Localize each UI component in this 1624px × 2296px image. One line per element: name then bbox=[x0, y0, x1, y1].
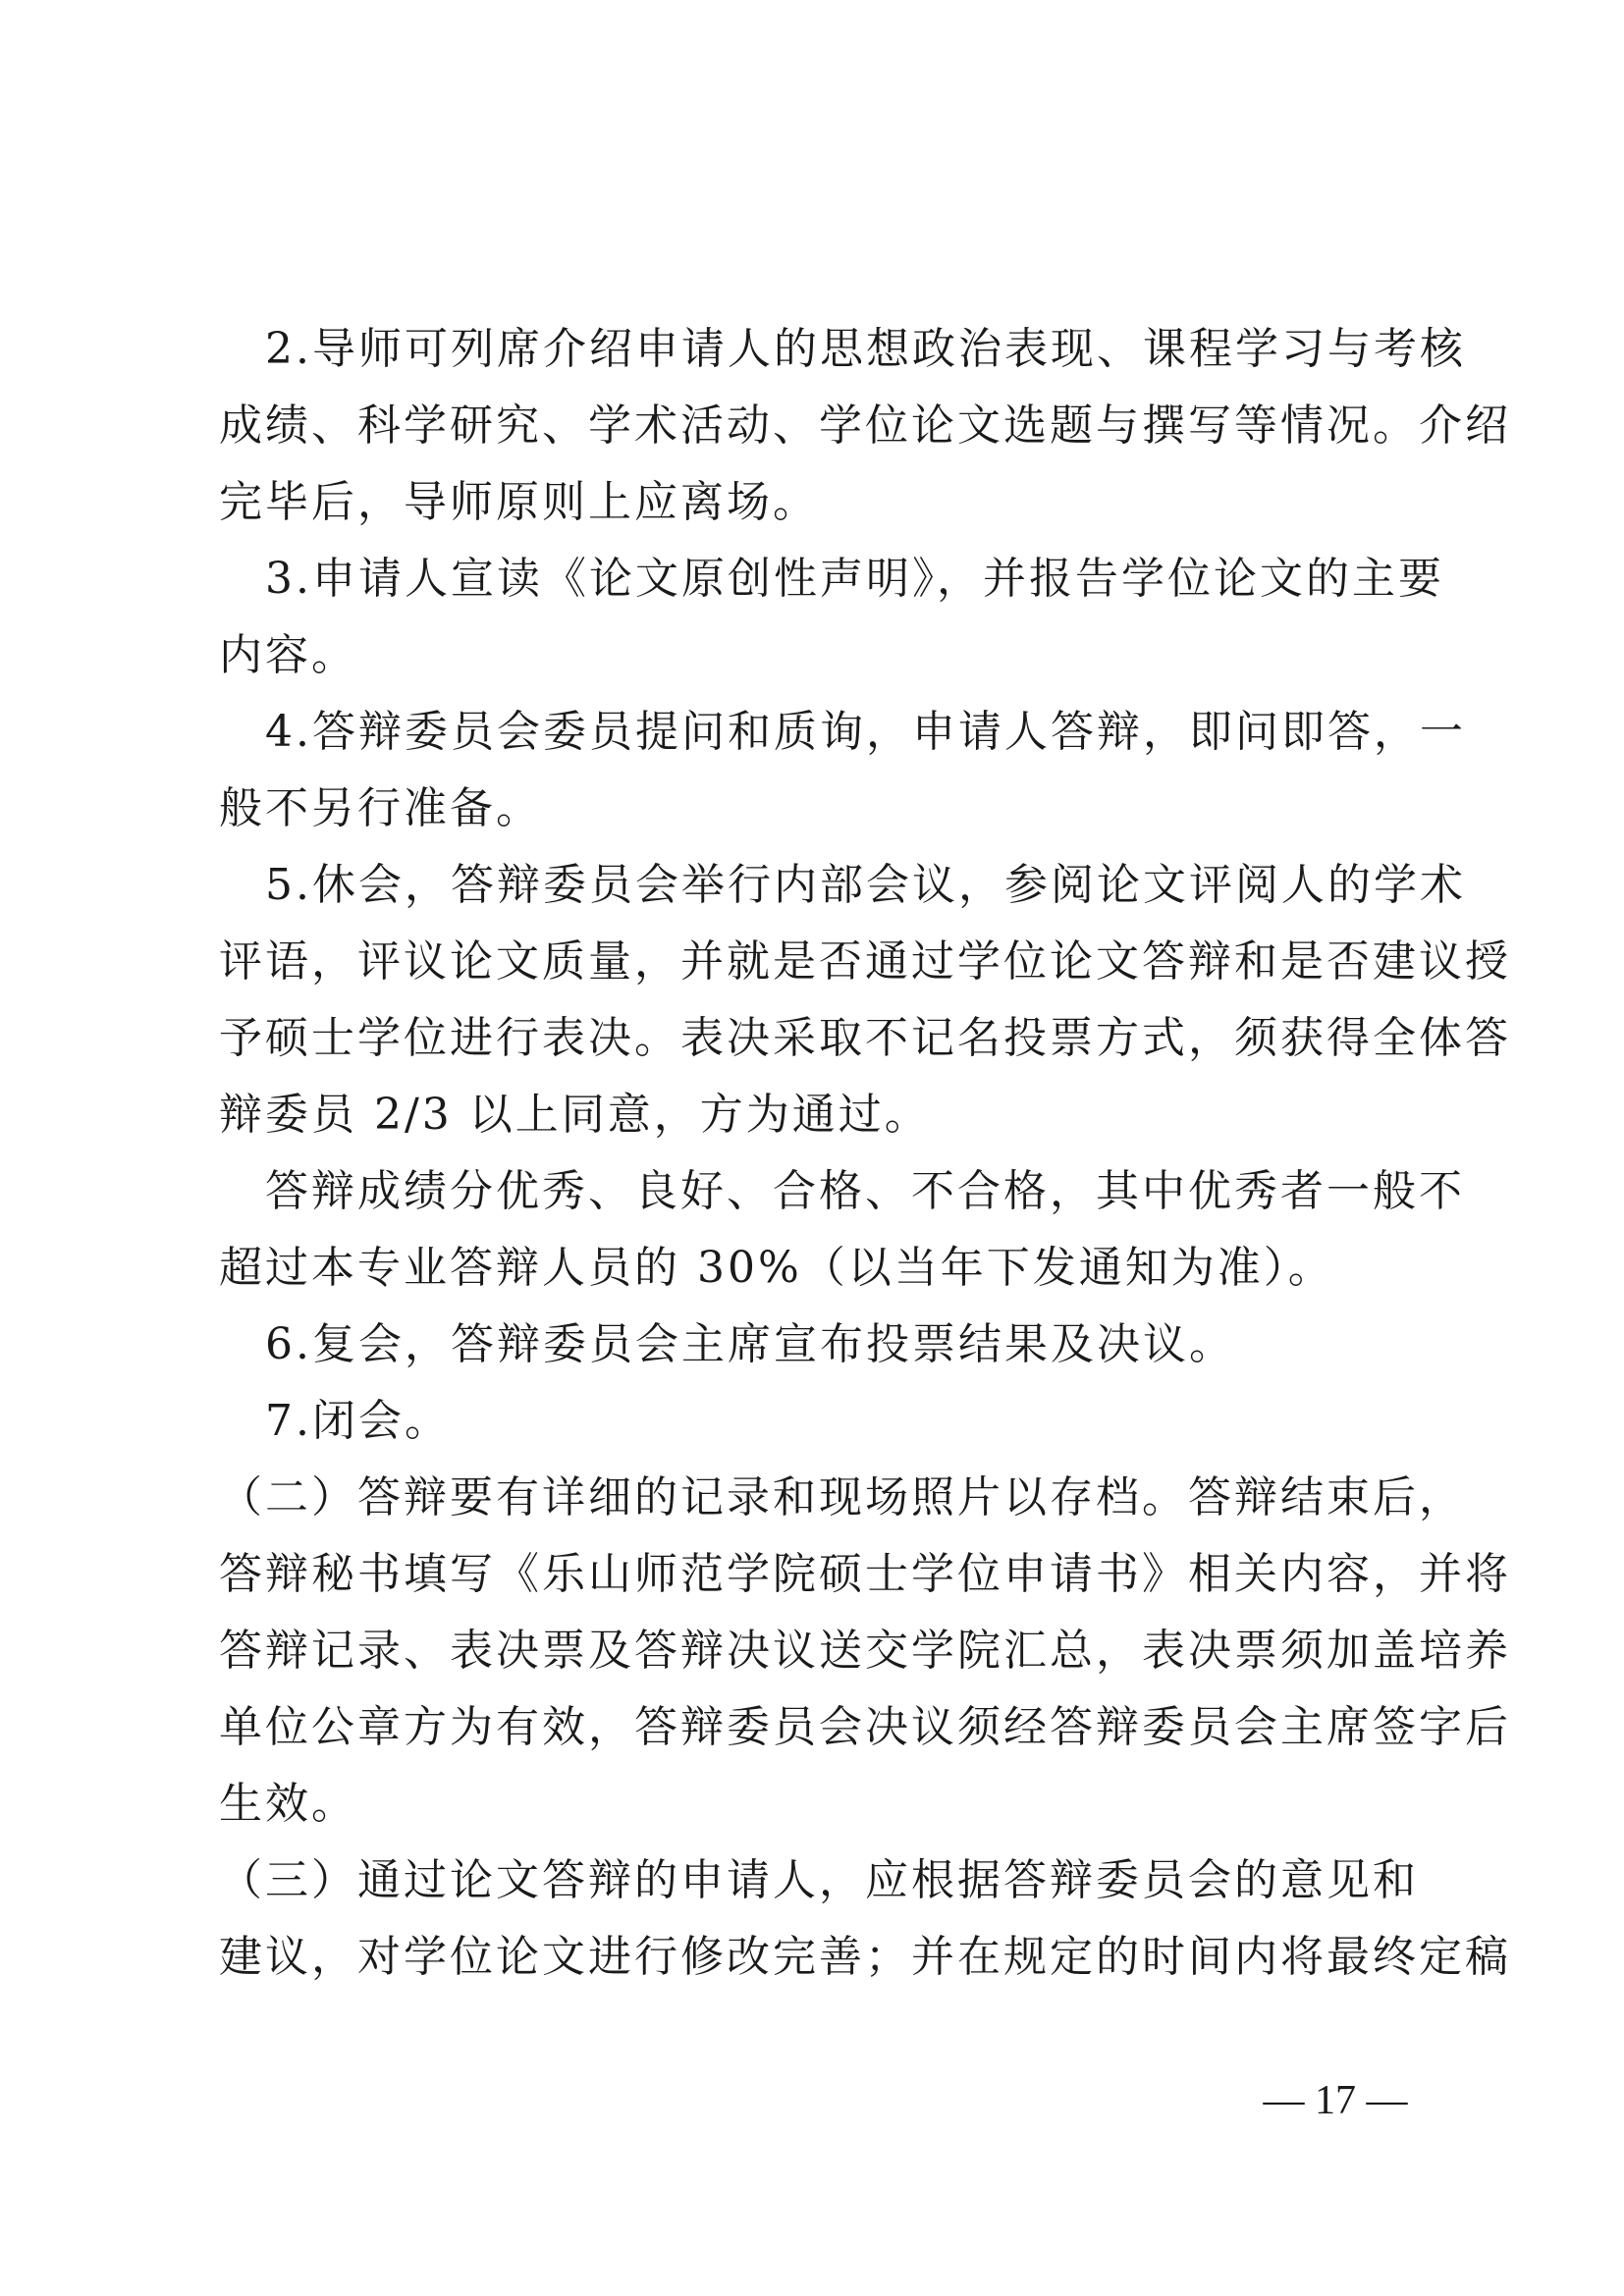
text-line: 完毕后，导师原则上应离场。 bbox=[219, 477, 819, 527]
text-line: 3.申请人宣读《论文原创性声明》，并报告学位论文的主要 bbox=[219, 554, 1444, 604]
text-line: 4.答辩委员会委员提问和质询，申请人答辩，即问即答，一 bbox=[219, 707, 1466, 757]
text-line: 评语，评议论文质量，并就是否通过学位论文答辩和是否建议授 bbox=[219, 936, 1511, 987]
text-line: 答辩记录、表决票及答辩决议送交学院汇总，表决票须加盖培养 bbox=[219, 1626, 1511, 1676]
text-line: （二）答辩要有详细的记录和现场照片以存档。答辩结束后， bbox=[219, 1472, 1465, 1522]
text-line: 6.复会，答辩委员会主席宣布投票结果及决议。 bbox=[219, 1319, 1235, 1369]
text-line: 2.导师可列席介绍申请人的思想政治表现、课程学习与考核 bbox=[219, 324, 1466, 374]
text-line: 辩委员 2/3 以上同意，方为通过。 bbox=[219, 1090, 931, 1140]
text-line: 予硕士学位进行表决。表决采取不记名投票方式，须获得全体答 bbox=[219, 1013, 1511, 1063]
text-line: 答辩成绩分优秀、良好、合格、不合格，其中优秀者一般不 bbox=[219, 1166, 1465, 1216]
text-line: 超过本专业答辩人员的 30%（以当年下发通知为准）。 bbox=[219, 1243, 1334, 1293]
text-line: 答辩秘书填写《乐山师范学院硕士学位申请书》相关内容，并将 bbox=[219, 1549, 1511, 1599]
text-line: 内容。 bbox=[219, 630, 357, 680]
text-line: （三）通过论文答辩的申请人，应根据答辩委员会的意见和 bbox=[219, 1855, 1419, 1905]
text-line: 生效。 bbox=[219, 1779, 357, 1829]
text-line: 般不另行准备。 bbox=[219, 783, 542, 833]
text-line: 5.休会，答辩委员会举行内部会议，参阅论文评阅人的学术 bbox=[219, 860, 1466, 910]
text-line: 成绩、科学研究、学术活动、学位论文选题与撰写等情况。介绍 bbox=[219, 400, 1511, 451]
page-number: — 17 — bbox=[1263, 2078, 1408, 2123]
text-line: 7.闭会。 bbox=[219, 1396, 451, 1446]
text-line: 建议，对学位论文进行修改完善；并在规定的时间内将最终定稿 bbox=[219, 1932, 1511, 1982]
text-line: 单位公章方为有效，答辩委员会决议须经答辩委员会主席签字后 bbox=[219, 1702, 1511, 1752]
